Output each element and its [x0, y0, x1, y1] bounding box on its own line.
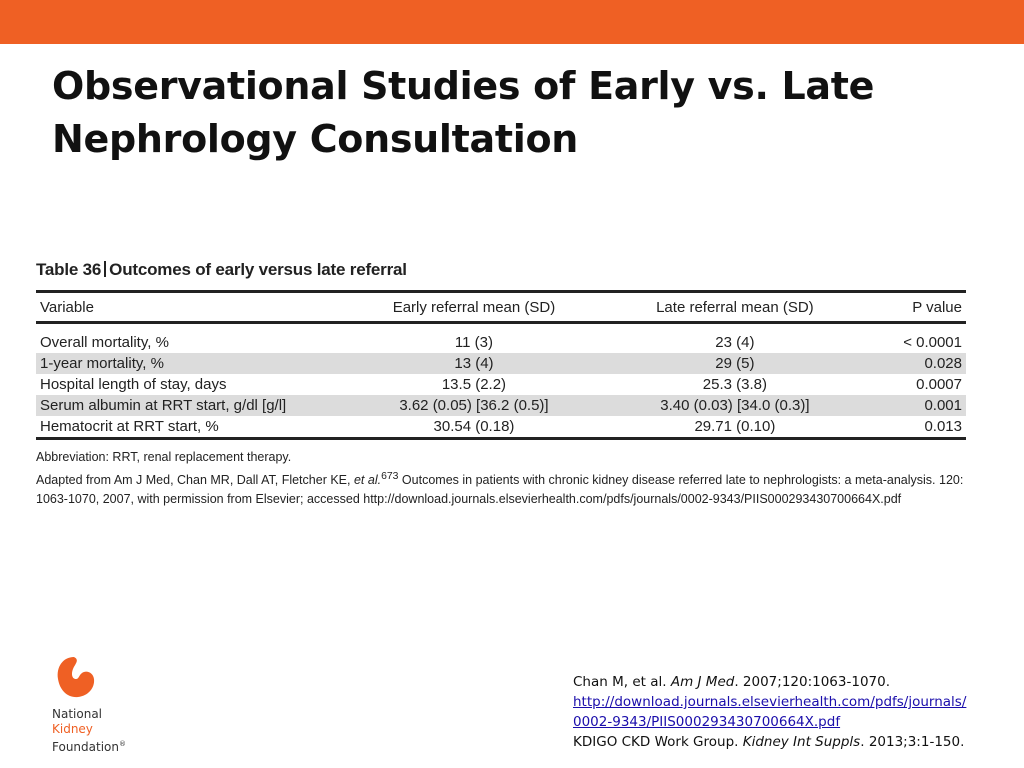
table-row — [36, 416, 966, 439]
nkf-logo — [52, 655, 162, 755]
table-number: Table 36 — [36, 260, 102, 279]
outcomes-table-figure — [36, 260, 966, 509]
ref2-authors: KDIGO CKD Work Group. — [573, 734, 743, 750]
cell-early: 30.54 (0.18) — [433, 418, 515, 435]
references — [573, 672, 1018, 752]
logo-line-national: National — [52, 707, 103, 721]
cell-late: 29 (5) — [591, 353, 852, 374]
table-notes — [36, 448, 966, 509]
table-caption-text: Outcomes of early versus late referral — [109, 260, 407, 279]
cell-variable: Hematocrit at RRT start, % — [40, 418, 219, 435]
logo-line-kidney: Kidney — [52, 722, 93, 736]
table-row — [36, 395, 966, 416]
table-caption — [36, 260, 966, 280]
outcomes-table — [36, 290, 966, 440]
cell-early: 11 (3) — [454, 334, 493, 351]
cell-p: < 0.0001 — [903, 334, 962, 351]
cell-late: 25.3 (3.8) — [702, 376, 767, 393]
table-row — [36, 374, 966, 395]
cell-early: 13 (4) — [357, 353, 592, 374]
cell-variable: 1-year mortality, % — [36, 353, 357, 374]
ref2-journal: Kidney Int Suppls — [742, 734, 861, 750]
col-header-early: Early referral mean (SD) — [392, 298, 556, 316]
cell-late: 3.40 (0.03) [34.0 (0.3)] — [591, 395, 852, 416]
ref1-authors: Chan M, et al. — [573, 674, 671, 690]
logo-foundation-text: Foundation — [52, 740, 119, 754]
ref2-details: . 2013;3:1-150. — [860, 734, 965, 750]
slide-title-line2: Nephrology Consultation — [52, 117, 579, 161]
abbreviation-note: Abbreviation: RRT, renal replacement therapy. — [36, 450, 292, 464]
reference-1 — [573, 672, 1018, 692]
cell-early: 3.62 (0.05) [36.2 (0.5)] — [357, 395, 592, 416]
table-header-row — [36, 292, 966, 323]
table-row — [36, 323, 966, 354]
cell-variable: Serum albumin at RRT start, g/dl [g/l] — [36, 395, 357, 416]
reference-link[interactable]: http://download.journals.elsevierhealth.com/pdfs/journals/ — [573, 694, 967, 710]
cell-p: 0.013 — [924, 418, 962, 435]
col-header-late: Late referral mean (SD) — [656, 298, 814, 316]
slide-title-line1: Observational Studies of Early vs. Late — [52, 64, 875, 108]
cell-late: 29.71 (0.10) — [694, 418, 776, 435]
slide-title — [52, 60, 952, 166]
caption-separator — [104, 261, 106, 277]
ref1-details: . 2007;120:1063-1070. — [734, 674, 891, 690]
adapted-pre: Adapted from Am J Med, Chan MR, Dall AT, Fletcher KE, — [36, 473, 351, 488]
logo-line-foundation — [52, 737, 162, 755]
reference-1-link-line2 — [573, 712, 1018, 732]
cell-late: 23 (4) — [715, 334, 755, 351]
registered-mark: ® — [118, 740, 126, 748]
logo-wordmark — [52, 707, 162, 755]
cell-p: 0.028 — [852, 353, 966, 374]
table-row — [36, 353, 966, 374]
kidney-logo-icon — [54, 655, 96, 699]
adapted-citation-number: 673 — [381, 471, 399, 482]
cell-variable: Hospital length of stay, days — [40, 376, 227, 393]
adapted-from-note — [36, 467, 966, 509]
adapted-post: Outcomes in patients with chronic kidney disease referred late to nephrologists: a meta-analysis. 120: 1063-1070, 2007, with permission from Elsevier; accessed http://download.journals.elsevierhealth.com/pdfs/journals/0002-9343/PIIS000293430700664X.pdf — [36, 473, 964, 507]
cell-early: 13.5 (2.2) — [441, 376, 507, 393]
adapted-etal: et al. — [353, 473, 382, 488]
cell-variable: Overall mortality, % — [40, 334, 169, 351]
reference-2 — [573, 732, 1018, 752]
col-header-variable: Variable — [40, 298, 94, 316]
cell-p: 0.001 — [852, 395, 966, 416]
ref1-journal: Am J Med — [670, 674, 735, 690]
col-header-p: P value — [912, 298, 962, 316]
cell-p: 0.0007 — [916, 376, 962, 393]
reference-link-continued[interactable]: 0002-9343/PIIS000293430700664X.pdf — [573, 714, 841, 730]
reference-1-link-line1 — [573, 692, 1018, 712]
header-accent-bar — [0, 0, 1024, 44]
